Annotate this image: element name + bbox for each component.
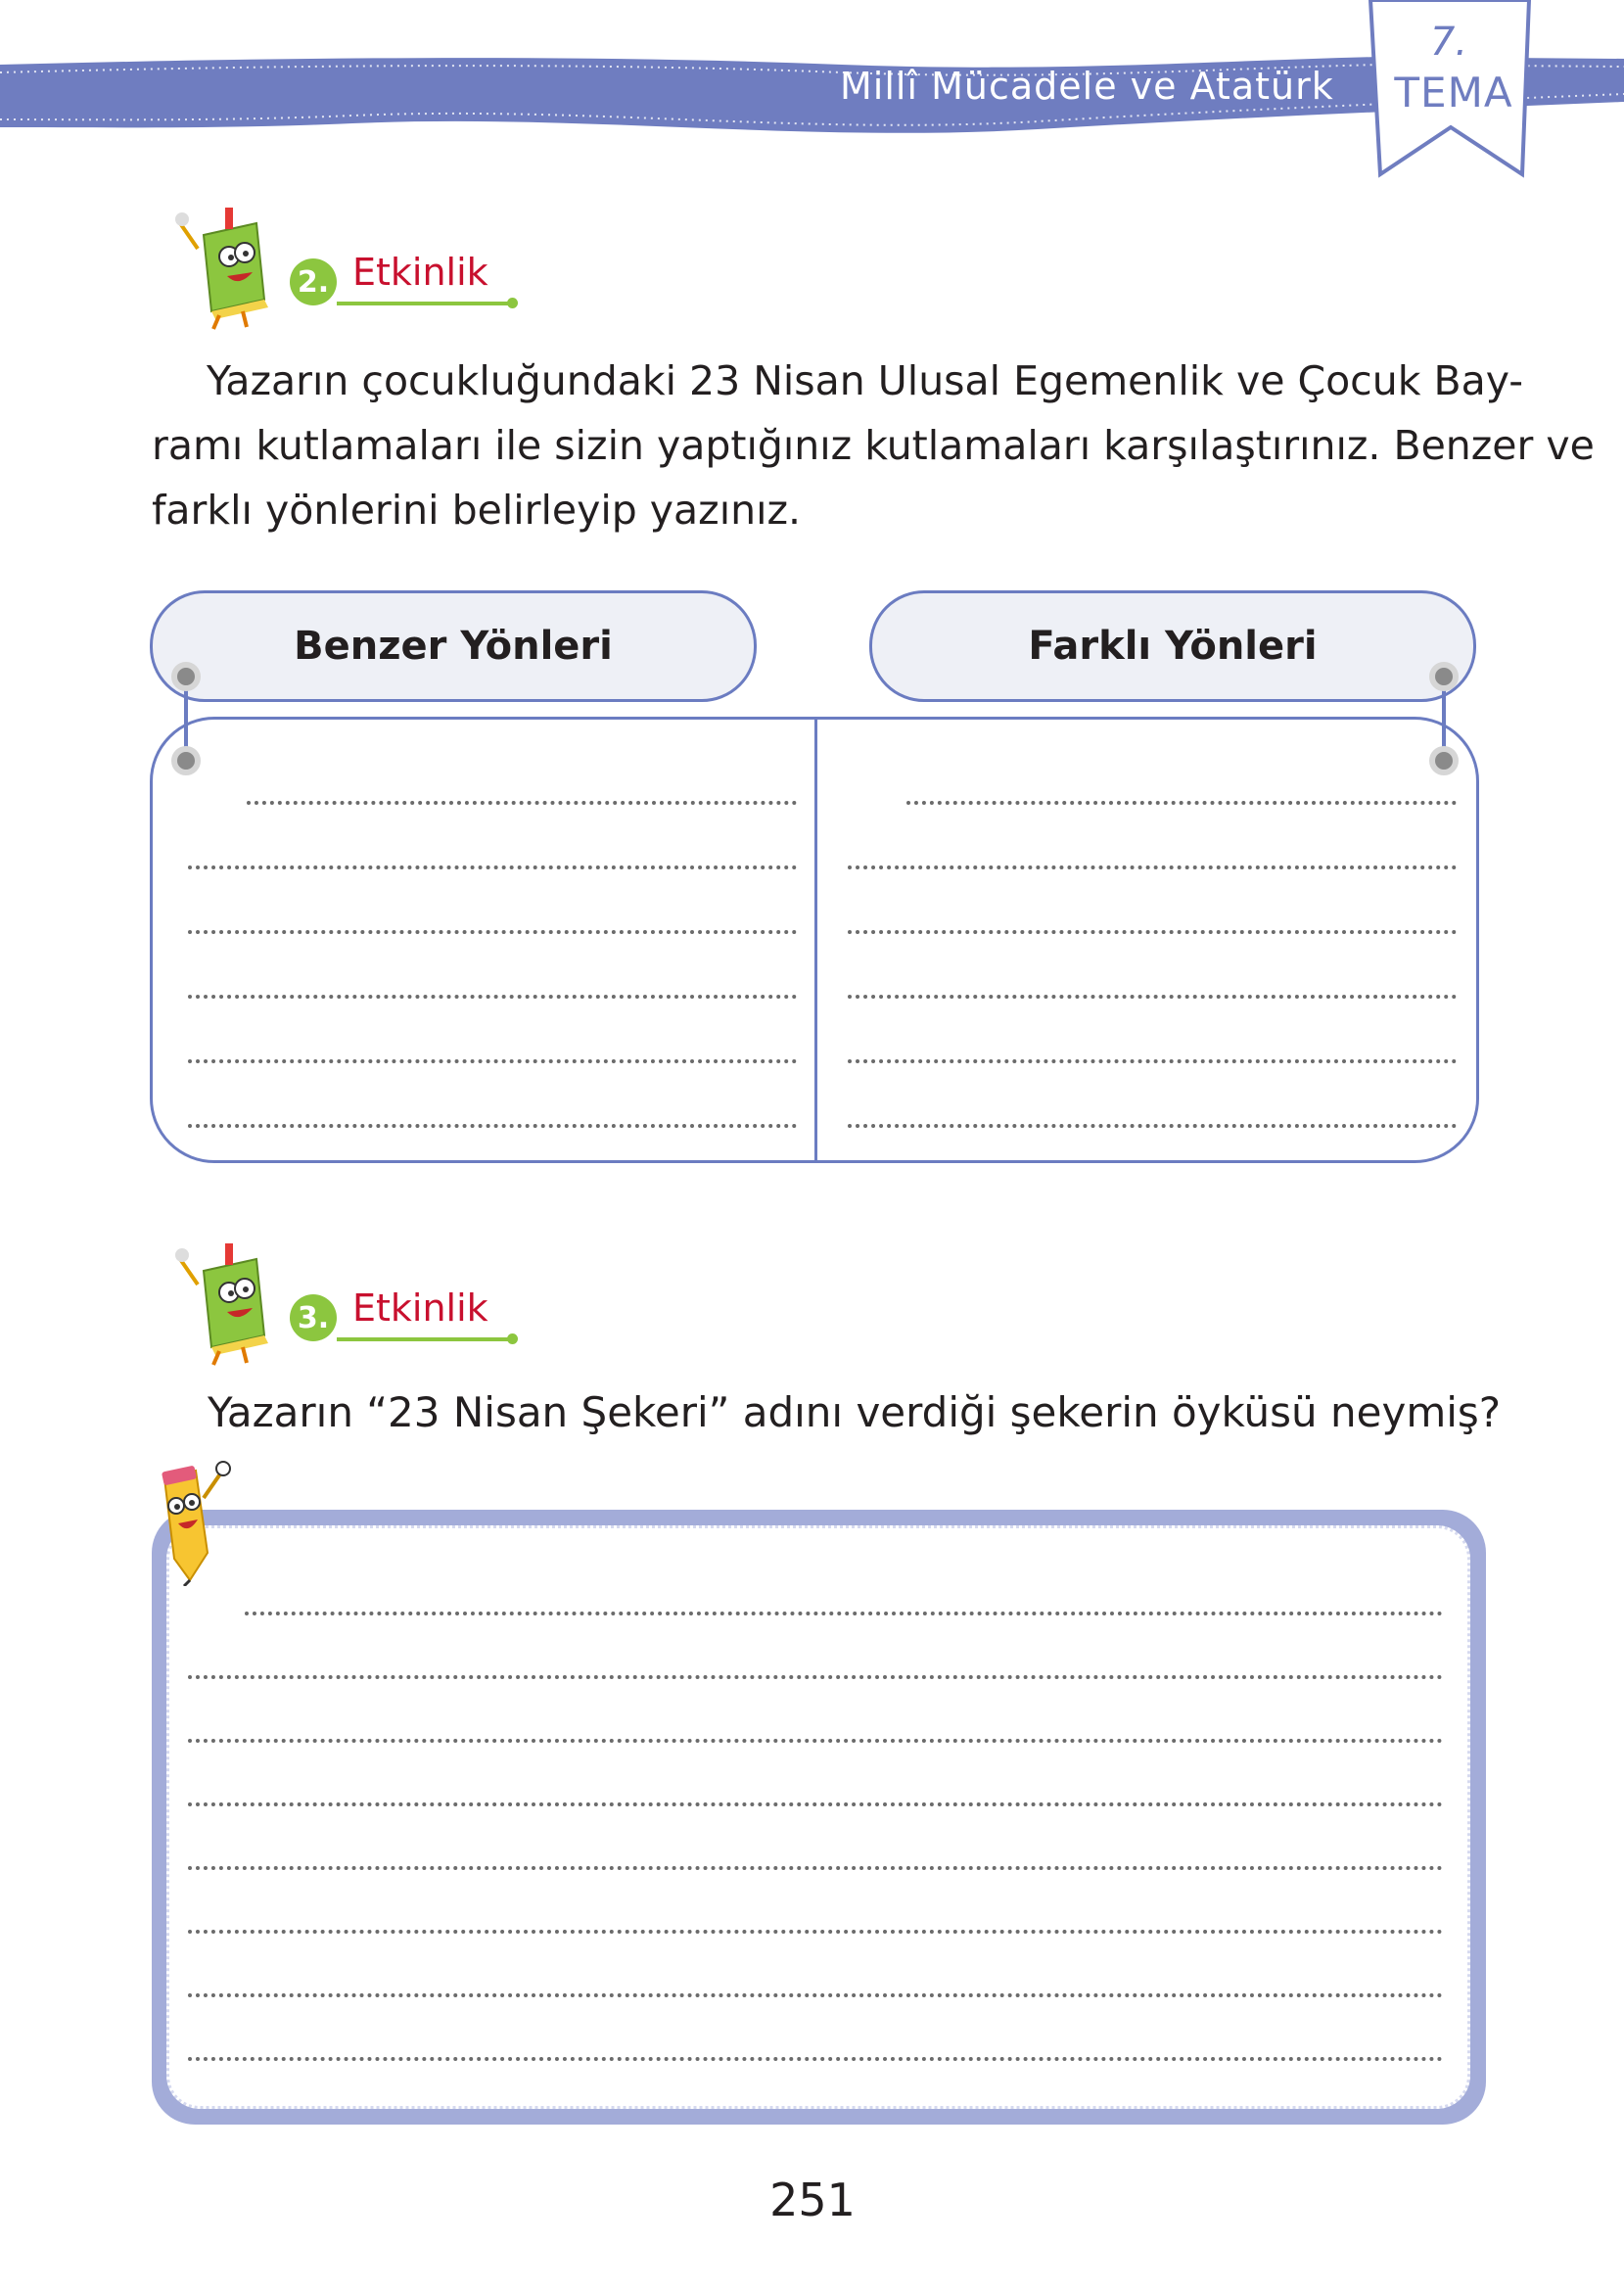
page-number: 251 [769, 2174, 856, 2226]
book-mascot-icon [174, 206, 292, 333]
differences-writing-line[interactable] [848, 1124, 1457, 1128]
theme-title: Millî Mücadele ve Atatürk [840, 65, 1334, 108]
similarities-writing-line[interactable] [188, 930, 797, 934]
book-mascot-icon [174, 1241, 292, 1369]
theme-label: TEMA [1394, 69, 1513, 117]
answer-writing-line[interactable] [188, 1739, 1443, 1743]
differences-writing-line[interactable] [906, 801, 1457, 805]
pin-icon [1429, 662, 1459, 691]
differences-writing-line[interactable] [848, 865, 1457, 869]
answer-writing-line[interactable] [188, 1930, 1443, 1934]
activity-2-heading [174, 206, 527, 333]
similarities-writing-line[interactable] [188, 1124, 797, 1128]
differences-header: Farklı Yönleri [869, 590, 1476, 702]
answer-writing-line[interactable] [188, 1993, 1443, 1997]
comparison-divider [814, 719, 817, 1161]
similarities-writing-line[interactable] [247, 801, 797, 805]
activity-underline-dot [507, 298, 518, 308]
answer-writing-line[interactable] [188, 1802, 1443, 1806]
differences-writing-line[interactable] [848, 1059, 1457, 1063]
answer-writing-line[interactable] [188, 1675, 1443, 1679]
activity-label: Etkinlik [352, 1286, 488, 1330]
pencil-mascot-icon [135, 1459, 243, 1586]
pin-icon [171, 662, 201, 691]
differences-writing-line[interactable] [848, 930, 1457, 934]
activity-3-heading [174, 1241, 527, 1369]
activity-number: 3. [290, 1294, 337, 1341]
theme-number: 7. [1429, 20, 1468, 65]
instruction-line: Yazarın çocukluğundaki 23 Nisan Ulusal Egemenlik ve Çocuk Bay- [207, 357, 1524, 404]
activity-2-instruction [152, 349, 1595, 542]
answer-writing-line[interactable] [188, 2057, 1443, 2061]
pin-icon [171, 746, 201, 775]
instruction-line: farklı yönlerini belirleyip yazınız. [152, 487, 802, 534]
instruction-line: ramı kutlamaları ile sizin yaptığınız kutlamaları karşılaştırınız. Benzer ve [152, 422, 1595, 469]
answer-writing-line[interactable] [188, 1866, 1443, 1870]
pin-icon [1429, 746, 1459, 775]
activity-underline [337, 302, 513, 305]
differences-writing-line[interactable] [848, 995, 1457, 999]
similarities-writing-line[interactable] [188, 1059, 797, 1063]
activity-3-question: Yazarın “23 Nisan Şekeri” adını verdiği şekerin öyküsü neymiş? [208, 1388, 1502, 1436]
activity-number: 2. [290, 258, 337, 305]
activity-underline [337, 1337, 513, 1341]
similarities-writing-line[interactable] [188, 995, 797, 999]
activity-label: Etkinlik [352, 251, 488, 294]
answer-writing-line[interactable] [245, 1612, 1443, 1615]
similarities-header: Benzer Yönleri [150, 590, 757, 702]
similarities-writing-line[interactable] [188, 865, 797, 869]
activity-underline-dot [507, 1333, 518, 1344]
